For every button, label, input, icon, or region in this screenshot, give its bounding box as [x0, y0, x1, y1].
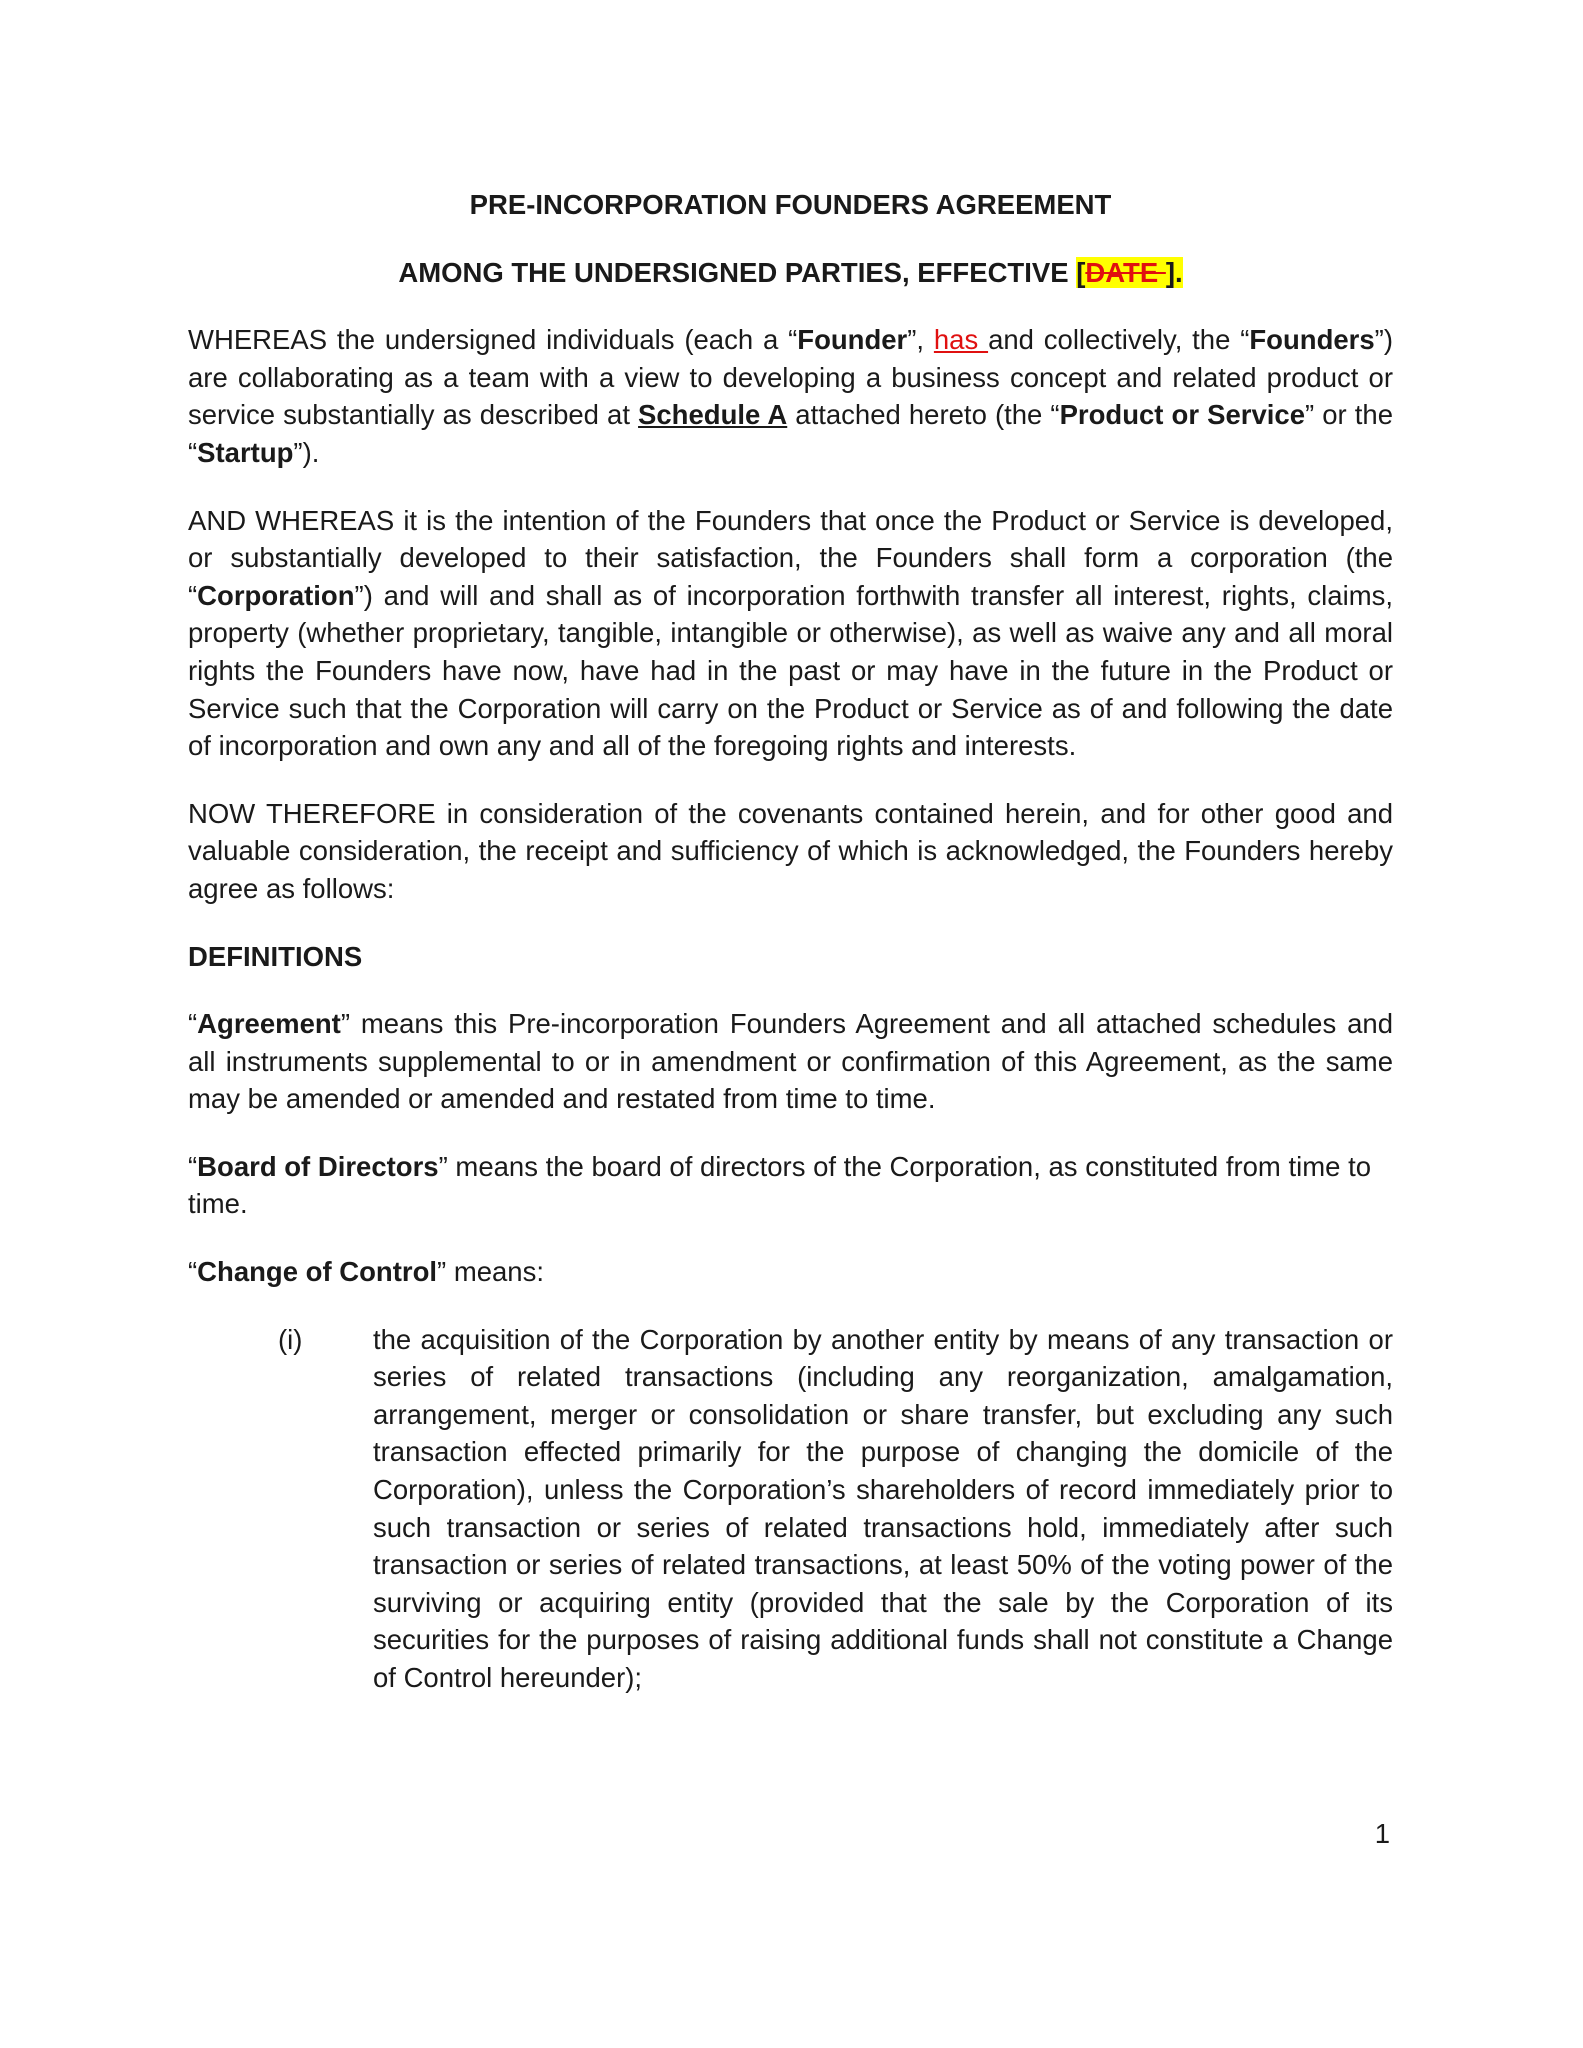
defined-term-product-or-service: Product or Service	[1059, 399, 1305, 431]
schedule-a-reference: Schedule A	[638, 399, 788, 431]
definition-agreement	[188, 1005, 1393, 1118]
text-run: “	[188, 1008, 198, 1040]
definition-board-of-directors	[188, 1148, 1393, 1223]
subtitle-text: AMONG THE UNDERSIGNED PARTIES, EFFECTIVE	[398, 256, 1077, 288]
text-run: ”) and will and shall as of incorporation forthwith transfer all interest, rights, claims, property (whether proprietary, tangible, intangible or otherwise), as well as waive any and all moral rights the Founders have now, have had in the past or may have in the future in the Product or Service such that the Corporation will carry on the Product or Service as of and following the date of incorporation and own any and all of the foregoing rights and interests.	[188, 579, 1393, 762]
now-therefore-paragraph: NOW THEREFORE in consideration of the covenants contained herein, and for other good and valuable consideration, the receipt and sufficiency of which is acknowledged, the Founders hereby agree as follows:	[188, 797, 1393, 904]
date-open-bracket: [	[1076, 256, 1086, 288]
defined-term-change-of-control: Change of Control	[197, 1256, 438, 1288]
defined-term-founder: Founder	[797, 324, 908, 356]
deleted-date-text: DATE	[1085, 256, 1166, 288]
clause-marker: (i)	[278, 1323, 303, 1355]
document-title: PRE-INCORPORATION FOUNDERS AGREEMENT	[469, 189, 1112, 220]
page-number: 1	[1374, 1818, 1390, 1849]
date-close-bracket: ].	[1165, 256, 1183, 288]
text-run: ”,	[907, 324, 934, 356]
defined-term-agreement: Agreement	[197, 1008, 341, 1040]
definitions-heading: DEFINITIONS	[188, 940, 363, 972]
text-run: “	[188, 1256, 198, 1288]
text-run: “	[188, 1150, 198, 1182]
defined-term-founders: Founders	[1249, 324, 1375, 356]
text-run: and collectively, the “	[988, 324, 1250, 356]
whereas-paragraph-1	[188, 321, 1393, 471]
date-placeholder-highlight	[1076, 257, 1182, 288]
text-run: ” means:	[437, 1256, 544, 1288]
defined-term-corporation: Corporation	[197, 579, 355, 611]
defined-term-board-of-directors: Board of Directors	[197, 1150, 439, 1182]
page-content	[188, 186, 1393, 1697]
whereas-paragraph-2	[188, 502, 1393, 765]
document-subtitle	[188, 254, 1393, 292]
text-run: ”).	[293, 436, 320, 468]
text-run: attached hereto (the “	[787, 399, 1060, 431]
text-run: WHEREAS the undersigned individuals (each a “	[188, 324, 798, 356]
text-run: ” or the “	[188, 399, 1393, 468]
inserted-text: has	[933, 324, 989, 356]
text-run: ” means the board of directors of the Corporation, as constituted from time to time.	[188, 1150, 1372, 1220]
clause-i	[188, 1321, 1393, 1697]
text-run: ”) are collaborating as a team with a view to developing a business concept and related product or service substantially as described at	[188, 324, 1393, 431]
clause-text: the acquisition of the Corporation by another entity by means of any transaction or series of related transactions (including any reorganization, amalgamation, arrangement, merger or consolidation or share transfer, but excluding any such transaction effected primarily for the purpose of changing the domicile of the Corporation), unless the Corporation’s shareholders of record immediately prior to such transaction or series of related transactions hold, immediately after such transaction or series of related transactions, at least 50% of the voting power of the surviving or acquiring entity (provided that the sale by the Corporation of its securities for the purposes of raising additional funds shall not constitute a Change of Control hereunder);	[373, 1323, 1393, 1693]
definition-change-of-control	[188, 1253, 1393, 1291]
text-run: AND WHEREAS it is the intention of the Founders that once the Product or Service is developed, or substantially developed to their satisfaction, the Founders shall form a corporation (the “	[188, 504, 1393, 611]
defined-term-startup: Startup	[197, 436, 294, 468]
text-run: ” means this Pre-incorporation Founders Agreement and all attached schedules and all instruments supplemental to or in amendment or confirmation of this Agreement, as the same may be amended or amended and restated from time to time.	[188, 1008, 1393, 1115]
